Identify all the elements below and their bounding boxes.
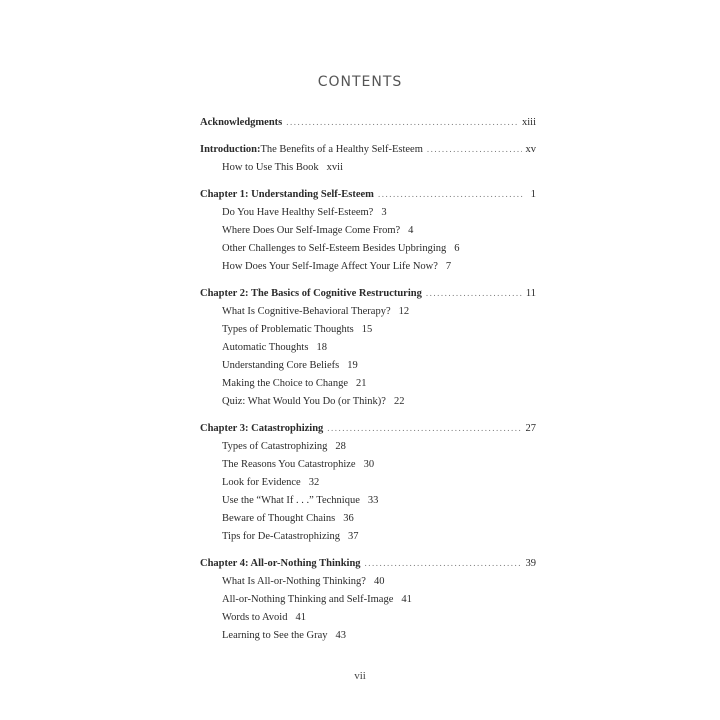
toc-subentry-page: 4: [408, 225, 414, 236]
toc-subentry-title: Types of Catastrophizing: [222, 441, 328, 452]
toc-subentry-page: 43: [335, 630, 347, 641]
toc-entry-page: xiii: [521, 117, 536, 128]
toc-subentry-page: xvii: [326, 162, 343, 173]
toc-subentry-page: 12: [398, 306, 410, 317]
toc-subentry-page: 18: [316, 342, 327, 353]
toc-subentry: [200, 531, 536, 549]
toc-subentry: [200, 243, 536, 261]
dot-leader: [378, 189, 524, 199]
toc-subentry: [200, 495, 536, 513]
toc-subentry: [200, 225, 536, 243]
toc-subentry: [200, 513, 536, 531]
toc-subentry-title: Use the “What If . . .” Technique: [222, 495, 360, 506]
toc-subentry: [200, 162, 536, 180]
page-number: vii: [354, 670, 366, 682]
toc-subentry-title: What Is All-or-Nothing Thinking?: [222, 576, 366, 587]
toc-subentry-title: What Is Cognitive-Behavioral Therapy?: [222, 306, 391, 317]
toc-subentry: [200, 630, 536, 648]
toc-subentry-title: Words to Avoid: [222, 612, 288, 623]
toc-entry-title: Introduction:: [200, 144, 261, 155]
toc-subentry-page: 33: [367, 495, 379, 506]
dot-leader: [365, 558, 522, 568]
toc-subentry-page: 40: [373, 576, 385, 587]
toc-subentry-page: 41: [295, 612, 306, 623]
dot-leader: [427, 144, 522, 154]
toc-subentry: [200, 306, 536, 324]
toc-subentry-page: 15: [361, 324, 373, 335]
toc-subentry: [200, 612, 536, 630]
toc-subentry-title: Look for Evidence: [222, 477, 301, 488]
toc-subentry-title: All-or-Nothing Thinking and Self-Image: [222, 594, 394, 605]
toc-subentry: [200, 261, 536, 279]
dot-leader: [327, 423, 521, 433]
dot-leader: [426, 288, 522, 298]
toc-subentry-page: 19: [347, 360, 358, 371]
toc-subentry: [200, 207, 536, 225]
toc-entry-page: xv: [525, 144, 536, 155]
toc-entry-title: Chapter 3: Catastrophizing: [200, 423, 324, 434]
toc-subentry-title: Quiz: What Would You Do (or Think)?: [222, 396, 386, 407]
toc-entry-subtitle: The Benefits of a Healthy Self-Esteem: [260, 144, 423, 155]
table-of-contents: [200, 117, 536, 648]
toc-entry-title: Acknowledgments: [200, 117, 283, 128]
toc-subentry: [200, 378, 536, 396]
toc-entry-page: 1: [530, 189, 536, 200]
toc-subentry-title: Do You Have Healthy Self-Esteem?: [222, 207, 374, 218]
toc-subentry-title: How to Use This Book: [222, 162, 319, 173]
toc-subentry: [200, 576, 536, 594]
toc-subentry: [200, 324, 536, 342]
toc-entry: [200, 423, 536, 441]
toc-subentry: [200, 360, 536, 378]
toc-subentry-title: Making the Choice to Change: [222, 378, 348, 389]
toc-subentry-page: 7: [445, 261, 452, 272]
toc-subentry-page: 3: [381, 207, 387, 218]
toc-subentry-title: How Does Your Self-Image Affect Your Life Now?: [222, 261, 438, 272]
toc-subentry-page: 21: [355, 378, 367, 389]
toc-subentry-title: Where Does Our Self-Image Come From?: [222, 225, 401, 236]
toc-entry-title: Chapter 1: Understanding Self-Esteem: [200, 189, 374, 200]
toc-subentry-title: Understanding Core Beliefs: [222, 360, 340, 371]
toc-entry: [200, 117, 536, 135]
toc-subentry-title: Learning to See the Gray: [222, 630, 328, 641]
toc-subentry: [200, 342, 536, 360]
toc-subentry-page: 28: [335, 441, 346, 452]
toc-subentry: [200, 441, 536, 459]
toc-subentry-title: Automatic Thoughts: [222, 342, 309, 353]
toc-entry-title: Chapter 4: All-or-Nothing Thinking: [200, 558, 361, 569]
toc-subentry-page: 22: [393, 396, 405, 407]
dot-leader: [286, 117, 518, 127]
toc-entry-page: 39: [525, 558, 536, 569]
toc-subentry-title: Other Challenges to Self-Esteem Besides Upbringing: [222, 243, 447, 254]
toc-subentry: [200, 594, 536, 612]
toc-subentry-title: Tips for De-Catastrophizing: [222, 531, 341, 542]
toc-subentry-page: 41: [401, 594, 412, 605]
toc-entry-page: 27: [525, 423, 536, 434]
toc-entry: [200, 288, 536, 306]
toc-subentry-page: 37: [348, 531, 359, 542]
toc-entry-page: 11: [525, 288, 536, 299]
toc-subentry-title: The Reasons You Catastrophize: [222, 459, 356, 470]
toc-subentry: [200, 396, 536, 414]
toc-entry-title: Chapter 2: The Basics of Cognitive Restructuring: [200, 288, 422, 299]
page-title: CONTENTS: [317, 74, 403, 90]
toc-entry: [200, 558, 536, 576]
toc-subentry: [200, 477, 536, 495]
toc-entry: [200, 189, 536, 207]
toc-subentry-title: Beware of Thought Chains: [222, 513, 336, 524]
toc-subentry-page: 30: [363, 459, 375, 470]
toc-subentry-page: 32: [308, 477, 320, 488]
toc-subentry-page: 36: [343, 513, 354, 524]
toc-subentry: [200, 459, 536, 477]
toc-entry: [200, 144, 536, 162]
toc-subentry-title: Types of Problematic Thoughts: [222, 324, 354, 335]
toc-subentry-page: 6: [454, 243, 460, 254]
